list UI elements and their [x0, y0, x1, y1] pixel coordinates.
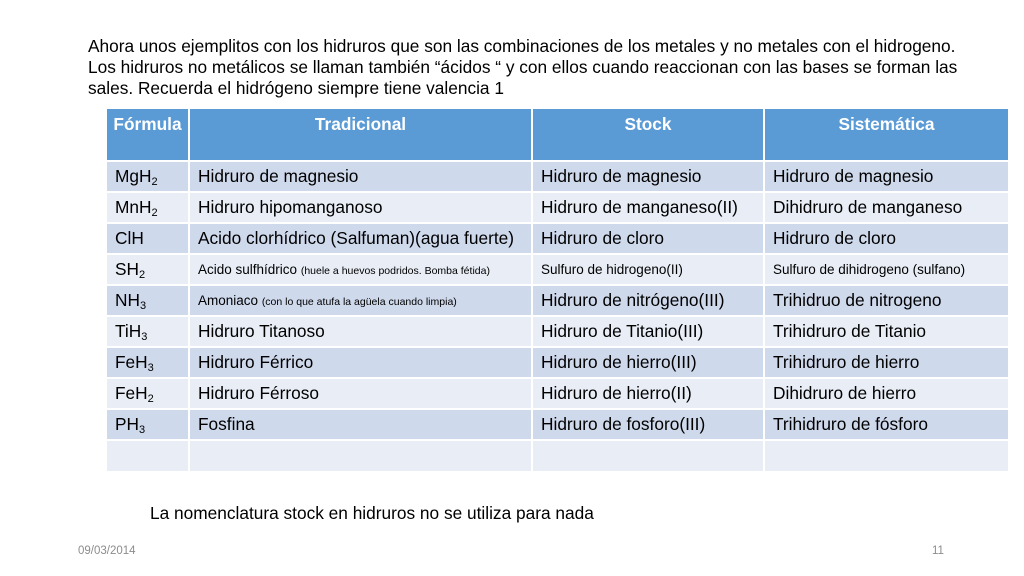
table-row [107, 223, 1009, 254]
sistematica-cell: Trihidruro de Titanio [764, 316, 1009, 347]
formula-cell [107, 347, 189, 378]
sistematica-cell: Sulfuro de dihidrogeno (sulfano) [764, 254, 1009, 285]
tradicional-name: Hidruro Férroso [198, 383, 320, 403]
formula-base: MgH [115, 166, 152, 186]
tradicional-cell [189, 378, 532, 409]
tradicional-cell [189, 223, 532, 254]
header-stock: Stock [532, 109, 764, 161]
stock-cell: Hidruro de manganeso(II) [532, 192, 764, 223]
formula-cell [107, 409, 189, 440]
formula-subscript: 2 [147, 393, 154, 405]
sistematica-cell: Hidruro de cloro [764, 223, 1009, 254]
tradicional-note: (huele a huevos podridos. Bomba fétida) [300, 265, 490, 277]
table-row [107, 285, 1009, 316]
stock-cell: Hidruro de Titanio(III) [532, 316, 764, 347]
slide-date: 09/03/2014 [78, 545, 136, 557]
tradicional-cell [189, 161, 532, 192]
formula-cell [107, 440, 189, 471]
stock-cell: Hidruro de nitrógeno(III) [532, 285, 764, 316]
tradicional-cell [189, 316, 532, 347]
sistematica-cell: Dihidruro de hierro [764, 378, 1009, 409]
formula-base: MnH [115, 197, 152, 217]
formula-cell [107, 285, 189, 316]
stock-cell: Sulfuro de hidrogeno(II) [532, 254, 764, 285]
formula-base: PH [115, 414, 140, 434]
formula-subscript: 2 [151, 176, 158, 188]
tradicional-name: Hidruro hipomanganoso [198, 197, 383, 217]
tradicional-cell [189, 440, 532, 471]
tradicional-name: Acido clorhídrico (Salfuman)(agua fuerte) [198, 228, 515, 248]
sistematica-cell: Trihidruo de nitrogeno [764, 285, 1009, 316]
formula-cell [107, 316, 189, 347]
sistematica-cell: Trihidruro de hierro [764, 347, 1009, 378]
header-sistematica: Sistemática [764, 109, 1009, 161]
stock-cell [532, 440, 764, 471]
stock-cell: Hidruro de hierro(III) [532, 347, 764, 378]
table-row [107, 409, 1009, 440]
formula-base: NH [115, 290, 140, 310]
formula-cell [107, 192, 189, 223]
table-row [107, 316, 1009, 347]
header-tradicional: Tradicional [189, 109, 532, 161]
formula-cell [107, 378, 189, 409]
table-row [107, 161, 1009, 192]
tradicional-note: (con lo que atufa la agüela cuando limpia) [261, 296, 457, 308]
formula-cell [107, 254, 189, 285]
stock-cell: Hidruro de hierro(II) [532, 378, 764, 409]
formula-base: ClH [115, 228, 144, 248]
stock-cell: Hidruro de magnesio [532, 161, 764, 192]
sistematica-cell: Dihidruro de manganeso [764, 192, 1009, 223]
intro-paragraph: Ahora unos ejemplitos con los hidruros que son las combinaciones de los metales y no metales con el hidrogeno. Los hidruros no metálicos se llaman también “ácidos “ y con ellos cuando reaccionan con las bases se forman las sales. Recuerda el hidrógeno siempre tiene valencia 1 [88, 36, 958, 98]
formula-subscript: 3 [141, 331, 148, 343]
tradicional-name: Fosfina [198, 414, 255, 434]
formula-base: FeH [115, 352, 148, 372]
formula-subscript: 3 [147, 362, 154, 374]
tradicional-cell [189, 347, 532, 378]
formula-subscript: 2 [151, 207, 158, 219]
formula-cell [107, 223, 189, 254]
tradicional-cell [189, 192, 532, 223]
tradicional-cell [189, 254, 532, 285]
formula-cell [107, 161, 189, 192]
sistematica-cell [764, 440, 1009, 471]
table-row [107, 192, 1009, 223]
formula-base: SH [115, 259, 140, 279]
table-row [107, 254, 1009, 285]
table-header-row [107, 109, 1009, 161]
header-formula: Fórmula [107, 109, 189, 161]
table-row [107, 347, 1009, 378]
tradicional-name: Hidruro de magnesio [198, 166, 359, 186]
stock-note: La nomenclatura stock en hidruros no se utiliza para nada [150, 503, 594, 523]
stock-cell: Hidruro de cloro [532, 223, 764, 254]
sistematica-cell: Trihidruro de fósforo [764, 409, 1009, 440]
tradicional-name: Amoniaco [198, 293, 259, 308]
tradicional-name: Hidruro Férrico [198, 352, 314, 372]
formula-base: FeH [115, 383, 148, 403]
hydrides-table [107, 109, 1010, 471]
formula-subscript: 3 [139, 424, 146, 436]
stock-cell: Hidruro de fosforo(III) [532, 409, 764, 440]
tradicional-cell [189, 285, 532, 316]
table-row [107, 378, 1009, 409]
tradicional-name: Hidruro Titanoso [198, 321, 325, 341]
tradicional-name: Acido sulfhídrico [198, 262, 298, 277]
tradicional-cell [189, 409, 532, 440]
table-row [107, 440, 1009, 471]
sistematica-cell: Hidruro de magnesio [764, 161, 1009, 192]
formula-subscript: 2 [139, 269, 146, 281]
slide-number: 11 [932, 545, 944, 557]
formula-subscript: 3 [139, 300, 147, 312]
formula-base: TiH [115, 321, 142, 341]
